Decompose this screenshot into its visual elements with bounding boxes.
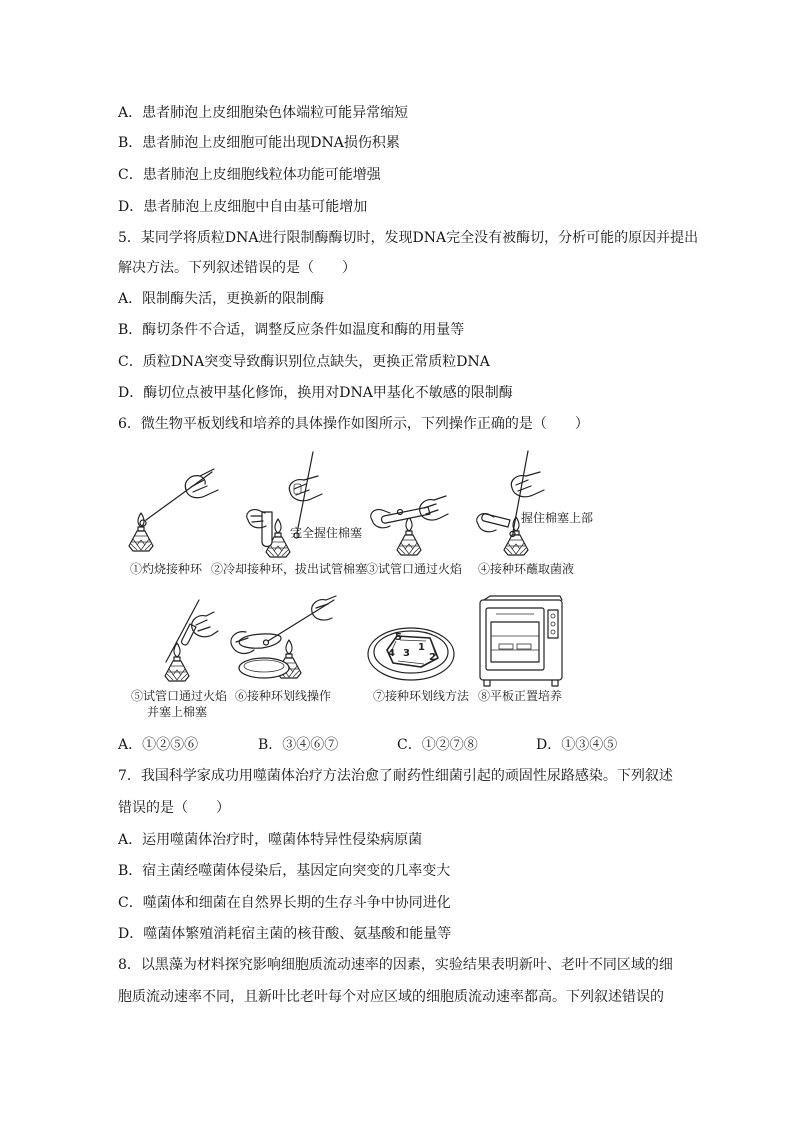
step3-caption: ③试管口通过火焰 [366, 562, 463, 576]
step5-caption: ⑤试管口通过火焰 [131, 689, 228, 703]
q5-stem-line-1: 5．某同学将质粒DNA进行限制酶酶切时，发现DNA完全没有被酶切，分析可能的原因并提出 [118, 230, 699, 246]
alcohol-lamp-icon [165, 643, 189, 681]
q5-option-d: D．酶切位点被甲基化修饰，换用对DNA甲基化不敏感的限制酶 [118, 385, 513, 401]
hand-icon [420, 496, 448, 520]
step8-caption: ⑧平板正置培养 [478, 689, 563, 703]
hand-icon [192, 612, 218, 637]
step6-caption: ⑥接种环划线操作 [235, 689, 332, 703]
test-tube-icon [182, 624, 196, 645]
incubator-icon [480, 600, 562, 680]
step6-streaking-drawing [231, 596, 336, 678]
step1-caption: ①灼烧接种环 [130, 562, 203, 576]
q6-option-c: C．①②⑦⑧ [397, 737, 478, 753]
step2-note: 完全握住棉塞 [290, 526, 363, 540]
q4-option-b: B．患者肺泡上皮细胞可能出现DNA损伤积累 [118, 135, 400, 151]
step3-tube-through-flame-drawing [371, 496, 448, 555]
hand-icon [511, 472, 544, 497]
step4-caption: ④接种环蘸取菌液 [478, 562, 575, 576]
step1-flame-loop-drawing [129, 469, 218, 551]
step7-caption: ⑦接种环划线方法 [373, 689, 470, 703]
q7-stem-line-2: 错误的是（ ） [118, 800, 230, 816]
zone-number-label: 1 [418, 642, 425, 653]
step7-streak-method-drawing [368, 628, 454, 680]
alcohol-lamp-icon [397, 517, 421, 555]
q7-stem-line-1: 7．我国科学家成功用噬菌体治疗方法治愈了耐药性细菌引起的顽固性尿路感染。下列叙述 [118, 768, 673, 784]
q5-option-c: C．质粒DNA突变导致酶识别位点缺失，更换正常质粒DNA [118, 354, 490, 370]
q6-option-a: A．①②⑤⑥ [118, 737, 199, 753]
petri-dish-icon [239, 658, 289, 678]
q6-stem: 6．微生物平板划线和培养的具体操作如图所示，下列操作正确的是（ ） [118, 416, 589, 432]
inoculating-loop-rod [146, 472, 212, 520]
step8-incubator-drawing [480, 596, 562, 686]
q7-option-d: D．噬菌体繁殖消耗宿主菌的核苷酸、氨基酸和能量等 [118, 926, 452, 942]
zone-number-label: 2 [429, 652, 436, 663]
figure-drawing [118, 440, 588, 730]
q7-option-b: B．宿主菌经噬菌体侵染后，基因定向突变的几率变大 [118, 863, 451, 879]
q4-option-d: D．患者肺泡上皮细胞中自由基可能增加 [118, 199, 368, 215]
step4-note: 握住棉塞上部 [521, 511, 594, 525]
hand-icon [185, 469, 218, 498]
test-tube-icon [482, 514, 510, 527]
step5-replug-tube-drawing [165, 600, 218, 681]
q7-option-c: C．噬菌体和细菌在自然界长期的生存斗争中协同进化 [118, 895, 451, 911]
alcohol-lamp-icon [129, 513, 153, 551]
q5-option-b: B．酶切条件不合适，调整反应条件如温度和酶的用量等 [118, 322, 465, 338]
q8-stem-line-2: 胞质流动速率不同，且新叶比老叶每个对应区域的细胞质流动速率都高。下列叙述错误的 [118, 989, 664, 1005]
zone-number-label: 5 [395, 632, 402, 643]
step4-dip-culture-drawing [477, 451, 544, 555]
q4-option-a: A．患者肺泡上皮细胞染色体端粒可能异常缩短 [118, 105, 409, 121]
q5-stem-line-2: 解决方法。下列叙述错误的是（ ） [118, 260, 356, 276]
q8-stem-line-1: 8．以黑藻为材料探究影响细胞质流动速率的因素，实验结果表明新叶、老叶不同区域的细 [118, 957, 673, 973]
test-tube-icon [382, 507, 430, 523]
q5-option-a: A．限制酶失活，更换新的限制酶 [118, 291, 325, 307]
step5-caption-line-2: 并塞上棉塞 [147, 705, 208, 719]
petri-dish-icon [368, 628, 454, 680]
zone-number-label: 3 [403, 648, 410, 659]
hand-icon [312, 596, 336, 620]
q6-option-b: B．③④⑥⑦ [258, 737, 339, 753]
zone-number-label: 4 [388, 648, 395, 659]
step2-caption: ②冷却接种环，拔出试管棉塞 [211, 562, 368, 576]
streak-plate-procedure-figure [118, 440, 588, 730]
test-tube-icon [262, 512, 272, 547]
step2-cool-loop-pull-plug-drawing [247, 452, 322, 557]
petri-dish-lid-icon [239, 634, 281, 648]
q4-option-c: C．患者肺泡上皮细胞线粒体功能可能增强 [118, 167, 381, 183]
inoculating-loop-rod [297, 452, 313, 533]
q6-option-d: D．①③④⑤ [536, 737, 618, 753]
q7-option-a: A．运用噬菌体治疗时，噬菌体特异性侵染病原菌 [118, 832, 423, 848]
incubator-feet [484, 680, 558, 686]
